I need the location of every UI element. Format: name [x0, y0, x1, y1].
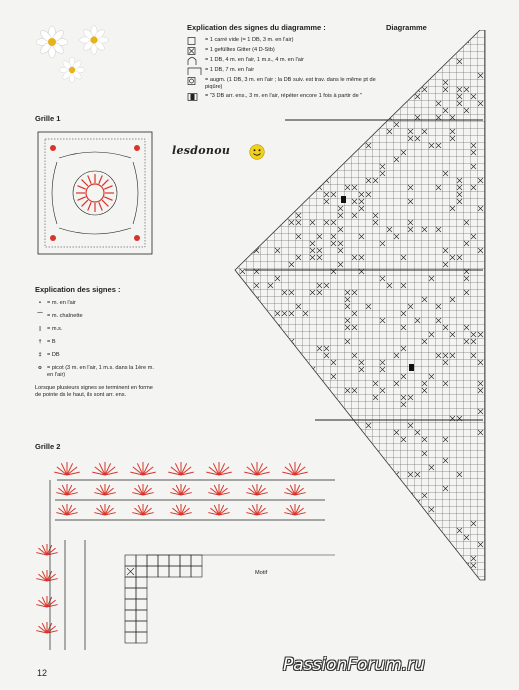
signature-text: lesdonou [172, 144, 231, 157]
stitch-legend [35, 285, 160, 399]
grille-2-label: Grille 2 [35, 442, 61, 451]
stitch-legend-text: = m. en l'air [47, 300, 76, 306]
legend-text: = augm. (1 DB, 3 m. en l'air ; la DB suiv. est trav. dans le même pt de piqûre) [205, 77, 376, 90]
bar-icon [187, 93, 203, 101]
picot-icon: o [38, 365, 42, 371]
page-number: 12 [37, 668, 48, 678]
crossed-square-icon [187, 47, 203, 55]
stitch-legend-text: = m.s. [47, 326, 63, 332]
stitch-legend-row [35, 352, 160, 359]
smiley-icon [249, 144, 265, 160]
double-treble-icon: ‡ [38, 352, 42, 358]
watermark-text: PassionForum.ru [283, 655, 425, 675]
stitch-legend-title: Explication des signes : [35, 285, 121, 294]
arch-icon [187, 57, 203, 65]
legend-text: = "3 DB arr. ens., 3 m. en l'air, répéter encore 1 fois à partir de " [205, 93, 363, 99]
stitch-legend-text: = m. chaînette [47, 313, 83, 319]
stitch-legend-text: = picot (3 m. en l'air, 1 m.s. dans la 1ère m. en l'air) [47, 365, 154, 378]
chain-icon: • [39, 300, 41, 306]
grille-2-corner-motif [35, 455, 345, 655]
stitch-legend-text: = B [47, 339, 56, 345]
empty-square-icon [187, 37, 203, 45]
daisy-flowers-illustration [34, 22, 118, 86]
legend-text: = 1 DB, 4 m. en l'air, 1 m.s., 4 m. en l'air [205, 57, 304, 63]
stitch-legend-row [35, 326, 160, 333]
slip-stitch-icon: ⌒ [37, 313, 43, 319]
stitch-legend-text: = DB [47, 352, 60, 358]
motif-label: Motif [255, 570, 268, 576]
stitch-legend-note: Lorsque plusieurs signes se terminent en forme de pointe ds le haut, ils sont arr. ens. [35, 385, 153, 398]
legend-text: = 1 DB, 7 m. en l'air [205, 67, 255, 73]
grille-1-label: Grille 1 [35, 114, 61, 123]
stitch-legend-row [35, 300, 160, 307]
increase-icon [187, 77, 203, 85]
diagram-title: Diagramme [386, 23, 427, 32]
grille-1-square-motif [35, 128, 155, 258]
stitch-legend-row [35, 365, 160, 379]
single-crochet-icon: | [39, 326, 41, 332]
diagram-legend-title: Explication des signes du diagramme : [187, 23, 326, 32]
legend-text: = 1 gefülltes Gitter (4 D-Stb) [205, 47, 275, 53]
bracket-icon [187, 67, 203, 75]
stitch-legend-row [35, 313, 160, 320]
stitch-legend-row [35, 339, 160, 346]
treble-icon: † [38, 339, 42, 345]
legend-text: = 1 carré vide (= 1 DB, 3 m. en l'air) [205, 37, 294, 43]
